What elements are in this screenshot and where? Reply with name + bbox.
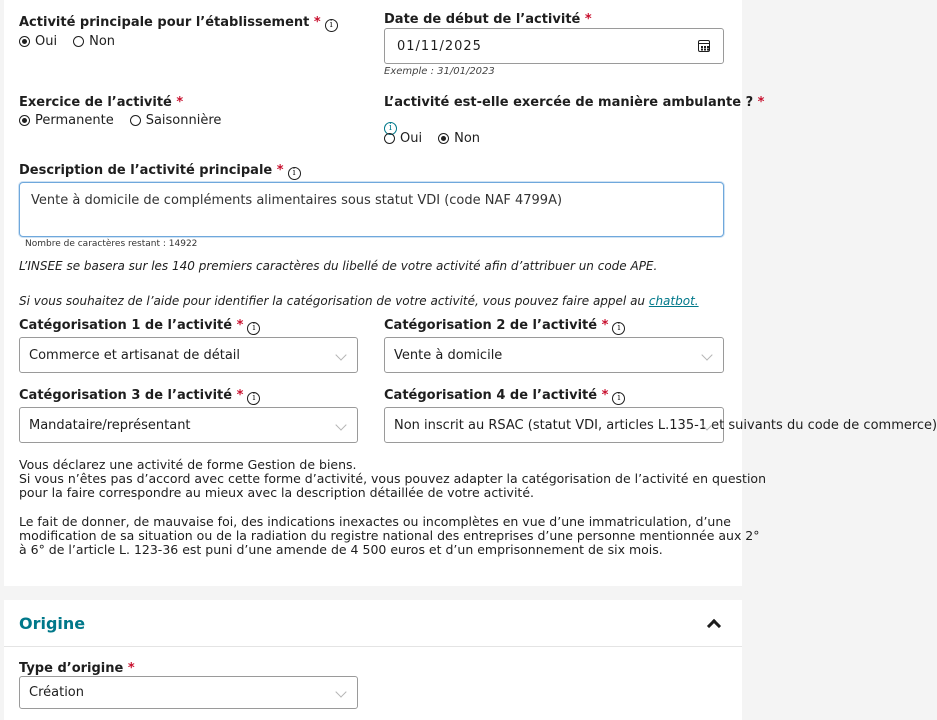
insee-note: L’INSEE se basera sur les 140 premiers caractères du libellé de votre activité afin d’attribuer un code APE. — [19, 259, 658, 273]
calendar-icon[interactable] — [698, 40, 710, 52]
exercice-radios — [19, 113, 237, 128]
categorisation-3-select[interactable]: Mandataire/représentant — [19, 407, 358, 443]
forme-note: Vous déclarez une activité de forme Gestion de biens. Si vous n’êtes pas d’accord avec cette forme d’activité, vous pouvez adapter la catégorisation de l’activité en question pour la faire correspondre au mieux avec la description détaillée de votre activité. — [19, 457, 766, 500]
exercice-saisonniere[interactable]: Saisonnière — [130, 113, 222, 128]
info-icon[interactable]: i — [247, 322, 260, 335]
radio-selected-icon[interactable] — [19, 115, 30, 126]
exercice-permanente[interactable]: Permanente — [19, 113, 114, 128]
description-textarea[interactable]: Vente à domicile de compléments alimentaires sous statut VDI (code NAF 4799A) — [19, 182, 724, 237]
categorisation-2-label: Catégorisation 2 de l’activité * i — [384, 318, 625, 335]
radio-icon[interactable] — [73, 36, 84, 47]
origine-section — [4, 600, 742, 720]
description-counter: Nombre de caractères restant : 14922 — [25, 239, 198, 249]
categorisation-4-select[interactable]: Non inscrit au RSAC (statut VDI, articles L.135-1 et suivants du code de commerce) — [384, 407, 724, 443]
categorisation-4-label: Catégorisation 4 de l’activité * i — [384, 388, 625, 405]
info-icon[interactable]: i — [384, 122, 397, 135]
chevron-down-icon[interactable] — [335, 686, 346, 697]
date-debut-input[interactable]: 01/11/2025 — [384, 28, 724, 64]
info-icon[interactable]: i — [247, 392, 260, 405]
activite-principale-non[interactable]: Non — [73, 34, 115, 49]
chatbot-note: Si vous souhaitez de l’aide pour identifier la catégorisation de votre activité, vous pouvez faire appel au chatbot. — [19, 294, 699, 308]
activity-form-card — [4, 0, 937, 586]
chevron-down-icon[interactable] — [335, 419, 346, 430]
activite-principale-oui[interactable]: Oui — [19, 34, 57, 49]
chevron-up-icon[interactable] — [707, 619, 721, 633]
categorisation-1-select[interactable]: Commerce et artisanat de détail — [19, 337, 358, 373]
ambulante-non[interactable]: Non — [438, 131, 480, 146]
origine-title: Origine — [19, 614, 86, 633]
description-label: Description de l’activité principale * i — [19, 163, 301, 180]
radio-icon[interactable] — [384, 133, 395, 144]
info-icon[interactable]: i — [612, 322, 625, 335]
categorisation-3-label: Catégorisation 3 de l’activité * i — [19, 388, 260, 405]
radio-icon[interactable] — [130, 115, 141, 126]
chevron-down-icon[interactable] — [701, 349, 712, 360]
activite-principale-radios — [19, 34, 131, 49]
ambulante-label: L’activité est-elle exercée de manière ambulante ? * — [384, 95, 765, 110]
section-divider — [4, 646, 742, 647]
chevron-down-icon[interactable] — [335, 349, 346, 360]
activite-principale-label: Activité principale pour l’établissement * i — [19, 15, 338, 32]
type-origine-label: Type d’origine * — [19, 661, 135, 676]
date-debut-hint: Exemple : 31/01/2023 — [384, 66, 495, 77]
legal-note: Le fait de donner, de mauvaise foi, des indications inexactes ou incomplètes en vue d’une immatriculation, d’une modification de sa situation ou de la radiation du registre national des entreprises d’une personne mentionnée aux 2° à 6° de l’article L. 123-36 est puni d’une amende de 4 500 euros et d’un emprisonnement de six mois. — [19, 514, 760, 557]
type-origine-select[interactable]: Création — [19, 676, 358, 709]
radio-selected-icon[interactable] — [438, 133, 449, 144]
chatbot-link[interactable]: chatbot. — [648, 294, 699, 308]
info-icon[interactable]: i — [612, 392, 625, 405]
info-icon[interactable]: i — [288, 167, 301, 180]
radio-selected-icon[interactable] — [19, 36, 30, 47]
categorisation-1-label: Catégorisation 1 de l’activité * i — [19, 318, 260, 335]
ambulante-radios — [384, 131, 496, 146]
date-debut-label: Date de début de l’activité * — [384, 12, 592, 27]
ambulante-oui[interactable]: Oui — [384, 131, 422, 146]
info-icon[interactable]: i — [325, 19, 338, 32]
categorisation-2-select[interactable]: Vente à domicile — [384, 337, 724, 373]
exercice-label: Exercice de l’activité * — [19, 95, 184, 110]
